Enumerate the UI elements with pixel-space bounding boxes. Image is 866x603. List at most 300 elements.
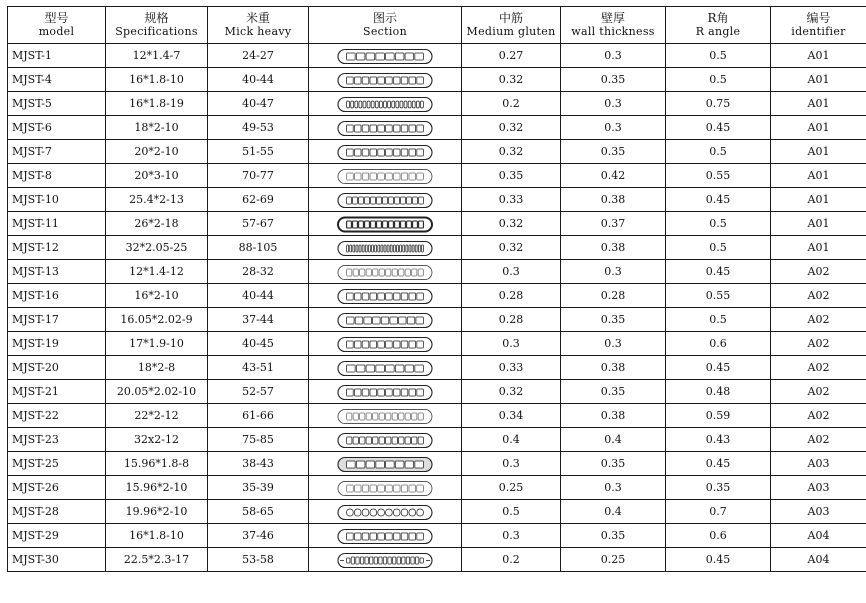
mid-cell: 0.3 bbox=[462, 260, 561, 284]
tube-channel bbox=[378, 533, 385, 540]
tube-channel bbox=[376, 461, 385, 468]
model-cell: MJST-17 bbox=[8, 308, 106, 332]
tube-channel bbox=[397, 557, 400, 564]
model-cell: MJST-6 bbox=[8, 116, 106, 140]
tube-channel bbox=[347, 173, 354, 180]
spec-cell: 18*2-8 bbox=[106, 356, 208, 380]
tube-channel bbox=[356, 461, 365, 468]
spec-cell: 20*3-10 bbox=[106, 164, 208, 188]
tube-channel bbox=[353, 437, 358, 444]
tube-channel bbox=[375, 101, 378, 108]
tube-channel bbox=[405, 365, 414, 372]
spec-cell: 20.05*2.02-10 bbox=[106, 380, 208, 404]
tube-channel bbox=[351, 557, 354, 564]
tube-channel bbox=[364, 317, 371, 324]
table-row bbox=[8, 92, 866, 116]
tube-channel bbox=[362, 485, 369, 492]
tube-channel bbox=[407, 197, 412, 204]
section-cell bbox=[309, 308, 462, 332]
tube-channel bbox=[354, 77, 361, 84]
tube-channel bbox=[386, 461, 395, 468]
tube-channel bbox=[360, 557, 363, 564]
wall-cell: 0.4 bbox=[561, 428, 666, 452]
tube-channel bbox=[405, 461, 414, 468]
tube-channel bbox=[363, 101, 366, 108]
tube-channel bbox=[405, 437, 410, 444]
tube-channel bbox=[368, 245, 370, 252]
tube-channel bbox=[359, 101, 362, 108]
spec-cell: 32x2-12 bbox=[106, 428, 208, 452]
tube-channel bbox=[401, 173, 408, 180]
header-spec bbox=[106, 7, 208, 44]
mid-cell: 0.25 bbox=[462, 476, 561, 500]
spec-cell: 20*2-10 bbox=[106, 140, 208, 164]
mid-cell: 0.35 bbox=[462, 164, 561, 188]
tube-channel bbox=[392, 437, 397, 444]
identifier-cell: A04 bbox=[771, 524, 866, 548]
tube-channel bbox=[386, 149, 393, 156]
table-row bbox=[8, 356, 866, 380]
tube-channel bbox=[407, 317, 414, 324]
table-row bbox=[8, 524, 866, 548]
tube-channel bbox=[401, 533, 408, 540]
tube-section-diagram bbox=[337, 120, 433, 137]
tube-channel bbox=[347, 269, 352, 276]
tube-channel bbox=[420, 558, 423, 563]
tube-channel bbox=[378, 149, 385, 156]
section-cell bbox=[309, 380, 462, 404]
tube-channel bbox=[392, 413, 397, 420]
identifier-cell: A01 bbox=[771, 92, 866, 116]
tube-channel bbox=[377, 221, 382, 228]
spec-cell: 19.96*2-10 bbox=[106, 500, 208, 524]
tube-channel bbox=[370, 125, 377, 132]
section-cell bbox=[309, 164, 462, 188]
header-weight bbox=[208, 7, 309, 44]
tube-channel bbox=[401, 197, 406, 204]
tube-section-diagram bbox=[337, 480, 433, 497]
header-spec-en: Specifications bbox=[115, 25, 198, 38]
tube-channel bbox=[370, 77, 377, 84]
header-wall bbox=[561, 7, 666, 44]
tube-channel bbox=[359, 245, 361, 252]
tube-channel bbox=[354, 173, 361, 180]
tube-channel bbox=[409, 509, 416, 516]
tube-channel bbox=[409, 125, 416, 132]
tube-channel bbox=[378, 125, 385, 132]
tube-channel bbox=[386, 533, 393, 540]
wall-cell: 0.3 bbox=[561, 92, 666, 116]
tube-channel bbox=[386, 365, 395, 372]
tube-channel bbox=[356, 557, 359, 564]
r-angle-cell: 0.5 bbox=[666, 308, 771, 332]
table-body bbox=[8, 44, 866, 572]
tube-channel bbox=[413, 221, 418, 228]
tube-channel bbox=[401, 149, 408, 156]
tube-channel bbox=[360, 413, 365, 420]
tube-channel bbox=[373, 413, 378, 420]
table-row bbox=[8, 428, 866, 452]
tube-channel bbox=[397, 245, 399, 252]
model-cell: MJST-29 bbox=[8, 524, 106, 548]
tube-channel bbox=[406, 245, 408, 252]
wall-cell: 0.3 bbox=[561, 332, 666, 356]
tube-channel bbox=[395, 461, 404, 468]
tube-channel bbox=[392, 557, 395, 564]
mid-cell: 0.4 bbox=[462, 428, 561, 452]
table-row bbox=[8, 140, 866, 164]
tube-channel bbox=[353, 197, 358, 204]
tube-channel bbox=[419, 197, 424, 204]
tube-channel bbox=[417, 485, 424, 492]
table-row bbox=[8, 164, 866, 188]
mid-cell: 0.28 bbox=[462, 308, 561, 332]
wall-cell: 0.38 bbox=[561, 236, 666, 260]
tube-channel bbox=[386, 341, 393, 348]
r-angle-cell: 0.55 bbox=[666, 284, 771, 308]
tube-channel bbox=[417, 149, 424, 156]
tube-channel bbox=[362, 341, 369, 348]
tube-channel bbox=[401, 341, 408, 348]
model-cell: MJST-21 bbox=[8, 380, 106, 404]
tube-channel bbox=[347, 77, 354, 84]
tube-channel bbox=[370, 509, 377, 516]
tube-channel bbox=[393, 125, 400, 132]
tube-channel bbox=[401, 125, 408, 132]
mid-cell: 0.27 bbox=[462, 44, 561, 68]
tube-channel bbox=[392, 269, 397, 276]
tube-channel bbox=[405, 413, 410, 420]
model-cell: MJST-10 bbox=[8, 188, 106, 212]
tube-channel bbox=[371, 101, 374, 108]
weight-cell: 70-77 bbox=[208, 164, 309, 188]
tube-channel bbox=[393, 245, 395, 252]
tube-channel bbox=[386, 389, 393, 396]
tube-section-diagram bbox=[337, 360, 433, 377]
tube-channel bbox=[378, 173, 385, 180]
model-cell: MJST-25 bbox=[8, 452, 106, 476]
tube-channel bbox=[417, 125, 424, 132]
section-cell bbox=[309, 452, 462, 476]
tube-section-diagram bbox=[337, 216, 433, 233]
header-id bbox=[771, 7, 866, 44]
tube-section-diagram bbox=[337, 264, 433, 281]
r-angle-cell: 0.45 bbox=[666, 116, 771, 140]
tube-channel bbox=[386, 293, 393, 300]
tube-channel bbox=[413, 197, 418, 204]
section-cell bbox=[309, 356, 462, 380]
tube-channel bbox=[393, 485, 400, 492]
table-row bbox=[8, 68, 866, 92]
section-cell bbox=[309, 68, 462, 92]
tube-section-diagram bbox=[337, 288, 433, 305]
tube-channel bbox=[347, 461, 356, 468]
table-row bbox=[8, 308, 866, 332]
tube-channel bbox=[347, 437, 352, 444]
model-cell: MJST-5 bbox=[8, 92, 106, 116]
table-row bbox=[8, 236, 866, 260]
mid-cell: 0.28 bbox=[462, 284, 561, 308]
tube-channel bbox=[401, 485, 408, 492]
tube-channel bbox=[395, 53, 404, 60]
tube-channel bbox=[356, 365, 365, 372]
r-angle-cell: 0.5 bbox=[666, 140, 771, 164]
tube-channel bbox=[378, 509, 385, 516]
tube-section-diagram bbox=[337, 552, 433, 569]
weight-cell: 40-44 bbox=[208, 284, 309, 308]
tube-channel bbox=[417, 341, 424, 348]
tube-channel bbox=[366, 413, 371, 420]
wall-cell: 0.38 bbox=[561, 188, 666, 212]
spec-cell: 25.4*2-13 bbox=[106, 188, 208, 212]
wall-cell: 0.35 bbox=[561, 308, 666, 332]
tube-channel bbox=[355, 101, 358, 108]
section-cell bbox=[309, 212, 462, 236]
tube-channel bbox=[386, 53, 395, 60]
tube-channel bbox=[351, 101, 354, 108]
tube-channel bbox=[421, 245, 423, 252]
mid-cell: 0.32 bbox=[462, 380, 561, 404]
tube-section-diagram bbox=[337, 408, 433, 425]
tube-channel bbox=[362, 125, 369, 132]
table-row bbox=[8, 452, 866, 476]
tube-section-diagram bbox=[337, 144, 433, 161]
tube-channel bbox=[371, 197, 376, 204]
tube-channel bbox=[354, 533, 361, 540]
r-angle-cell: 0.5 bbox=[666, 212, 771, 236]
r-angle-cell: 0.35 bbox=[666, 476, 771, 500]
spec-table-container bbox=[7, 6, 866, 572]
table-row bbox=[8, 332, 866, 356]
tube-channel bbox=[347, 413, 352, 420]
tube-channel bbox=[362, 149, 369, 156]
section-cell bbox=[309, 260, 462, 284]
tube-channel bbox=[353, 269, 358, 276]
tube-channel bbox=[393, 389, 400, 396]
tube-channel bbox=[383, 221, 388, 228]
tube-channel bbox=[356, 53, 365, 60]
model-cell: MJST-23 bbox=[8, 428, 106, 452]
mid-cell: 0.32 bbox=[462, 212, 561, 236]
spec-cell: 12*1.4-7 bbox=[106, 44, 208, 68]
tube-channel bbox=[354, 389, 361, 396]
tube-channel bbox=[373, 269, 378, 276]
r-angle-cell: 0.45 bbox=[666, 548, 771, 572]
section-cell bbox=[309, 116, 462, 140]
tube-section-diagram bbox=[337, 192, 433, 209]
wall-cell: 0.35 bbox=[561, 380, 666, 404]
tube-channel bbox=[412, 437, 417, 444]
tube-channel bbox=[415, 461, 424, 468]
model-cell: MJST-12 bbox=[8, 236, 106, 260]
tube-channel bbox=[378, 341, 385, 348]
tube-channel bbox=[366, 269, 371, 276]
tube-channel bbox=[405, 269, 410, 276]
spec-cell: 16*1.8-19 bbox=[106, 92, 208, 116]
tube-channel bbox=[365, 221, 370, 228]
model-cell: MJST-1 bbox=[8, 44, 106, 68]
tube-channel bbox=[409, 341, 416, 348]
wall-cell: 0.3 bbox=[561, 116, 666, 140]
tube-channel bbox=[373, 437, 378, 444]
tube-channel bbox=[390, 245, 392, 252]
tube-channel bbox=[409, 77, 416, 84]
tube-channel bbox=[384, 245, 386, 252]
weight-cell: 35-39 bbox=[208, 476, 309, 500]
tube-channel bbox=[411, 557, 414, 564]
wall-cell: 0.42 bbox=[561, 164, 666, 188]
tube-channel bbox=[354, 149, 361, 156]
tube-channel bbox=[393, 173, 400, 180]
spec-cell: 18*2-10 bbox=[106, 116, 208, 140]
tube-channel bbox=[386, 77, 393, 84]
tube-channel bbox=[379, 437, 384, 444]
spec-cell: 32*2.05-25 bbox=[106, 236, 208, 260]
identifier-cell: A03 bbox=[771, 500, 866, 524]
header-id-en: identifier bbox=[791, 25, 846, 38]
tube-channel bbox=[378, 389, 385, 396]
tube-channel bbox=[378, 293, 385, 300]
tube-channel bbox=[376, 365, 385, 372]
wall-cell: 0.4 bbox=[561, 500, 666, 524]
section-cell bbox=[309, 524, 462, 548]
weight-cell: 62-69 bbox=[208, 188, 309, 212]
tube-channel bbox=[347, 293, 354, 300]
wall-cell: 0.28 bbox=[561, 284, 666, 308]
spec-table bbox=[7, 6, 866, 572]
tube-channel bbox=[404, 101, 407, 108]
tube-channel bbox=[420, 101, 423, 108]
tube-section-diagram bbox=[337, 96, 433, 113]
tube-channel bbox=[370, 389, 377, 396]
model-cell: MJST-16 bbox=[8, 284, 106, 308]
tube-channel bbox=[347, 341, 354, 348]
identifier-cell: A02 bbox=[771, 380, 866, 404]
tube-channel bbox=[347, 125, 354, 132]
section-cell bbox=[309, 44, 462, 68]
spec-cell: 22.5*2.3-17 bbox=[106, 548, 208, 572]
r-angle-cell: 0.45 bbox=[666, 188, 771, 212]
weight-cell: 57-67 bbox=[208, 212, 309, 236]
r-angle-cell: 0.45 bbox=[666, 260, 771, 284]
identifier-cell: A02 bbox=[771, 356, 866, 380]
model-cell: MJST-22 bbox=[8, 404, 106, 428]
tube-channel bbox=[416, 101, 419, 108]
r-angle-cell: 0.45 bbox=[666, 452, 771, 476]
tube-channel bbox=[393, 533, 400, 540]
tube-channel bbox=[373, 317, 380, 324]
tube-channel bbox=[360, 437, 365, 444]
identifier-cell: A01 bbox=[771, 212, 866, 236]
weight-cell: 43-51 bbox=[208, 356, 309, 380]
weight-cell: 51-55 bbox=[208, 140, 309, 164]
tube-channel bbox=[379, 269, 384, 276]
tube-channel bbox=[378, 245, 380, 252]
r-angle-cell: 0.7 bbox=[666, 500, 771, 524]
tube-channel bbox=[347, 365, 356, 372]
tube-channel bbox=[417, 509, 424, 516]
tube-section-diagram bbox=[337, 336, 433, 353]
tube-channel bbox=[402, 557, 405, 564]
section-cell bbox=[309, 284, 462, 308]
mid-cell: 0.3 bbox=[462, 332, 561, 356]
spec-cell: 22*2-12 bbox=[106, 404, 208, 428]
tube-channel bbox=[403, 245, 405, 252]
tube-section-diagram bbox=[337, 48, 433, 65]
tube-section-diagram bbox=[337, 384, 433, 401]
identifier-cell: A02 bbox=[771, 284, 866, 308]
mid-cell: 0.32 bbox=[462, 140, 561, 164]
tube-channel bbox=[362, 245, 364, 252]
table-row bbox=[8, 44, 866, 68]
section-cell bbox=[309, 548, 462, 572]
model-cell: MJST-4 bbox=[8, 68, 106, 92]
identifier-cell: A01 bbox=[771, 68, 866, 92]
header-wall-zh: 壁厚 bbox=[600, 11, 625, 25]
tube-channel bbox=[412, 101, 415, 108]
header-model bbox=[8, 7, 106, 44]
tube-channel bbox=[376, 53, 385, 60]
tube-section-diagram bbox=[337, 312, 433, 329]
tube-channel bbox=[417, 173, 424, 180]
r-angle-cell: 0.59 bbox=[666, 404, 771, 428]
header-row bbox=[8, 7, 866, 44]
mid-cell: 0.32 bbox=[462, 116, 561, 140]
header-r-zh: R角 bbox=[707, 11, 729, 25]
model-cell: MJST-19 bbox=[8, 332, 106, 356]
header-spec-zh: 规格 bbox=[144, 11, 169, 25]
wall-cell: 0.37 bbox=[561, 212, 666, 236]
tube-channel bbox=[354, 125, 361, 132]
section-cell bbox=[309, 188, 462, 212]
mid-cell: 0.3 bbox=[462, 452, 561, 476]
tube-channel bbox=[370, 533, 377, 540]
tube-channel bbox=[371, 221, 376, 228]
tube-channel bbox=[412, 413, 417, 420]
tube-channel bbox=[353, 221, 358, 228]
r-angle-cell: 0.55 bbox=[666, 164, 771, 188]
spec-cell: 15.96*2-10 bbox=[106, 476, 208, 500]
tube-section-diagram bbox=[337, 456, 433, 473]
identifier-cell: A02 bbox=[771, 308, 866, 332]
tube-channel bbox=[370, 173, 377, 180]
tube-channel bbox=[366, 461, 375, 468]
tube-channel bbox=[362, 389, 369, 396]
model-cell: MJST-8 bbox=[8, 164, 106, 188]
tube-channel bbox=[389, 221, 394, 228]
tube-channel bbox=[409, 149, 416, 156]
tube-channel bbox=[374, 557, 377, 564]
section-cell bbox=[309, 500, 462, 524]
tube-channel bbox=[395, 197, 400, 204]
weight-cell: 37-44 bbox=[208, 308, 309, 332]
model-cell: MJST-13 bbox=[8, 260, 106, 284]
tube-channel bbox=[367, 101, 370, 108]
tube-channel bbox=[415, 53, 424, 60]
tube-channel bbox=[386, 269, 391, 276]
spec-cell: 16*2-10 bbox=[106, 284, 208, 308]
section-cell bbox=[309, 92, 462, 116]
tube-section-diagram bbox=[337, 504, 433, 521]
tube-channel bbox=[417, 389, 424, 396]
tube-channel bbox=[417, 533, 424, 540]
tube-channel bbox=[386, 509, 393, 516]
tube-channel bbox=[383, 557, 386, 564]
tube-channel bbox=[355, 317, 362, 324]
tube-channel bbox=[362, 77, 369, 84]
tube-channel bbox=[378, 77, 385, 84]
tube-channel bbox=[362, 173, 369, 180]
